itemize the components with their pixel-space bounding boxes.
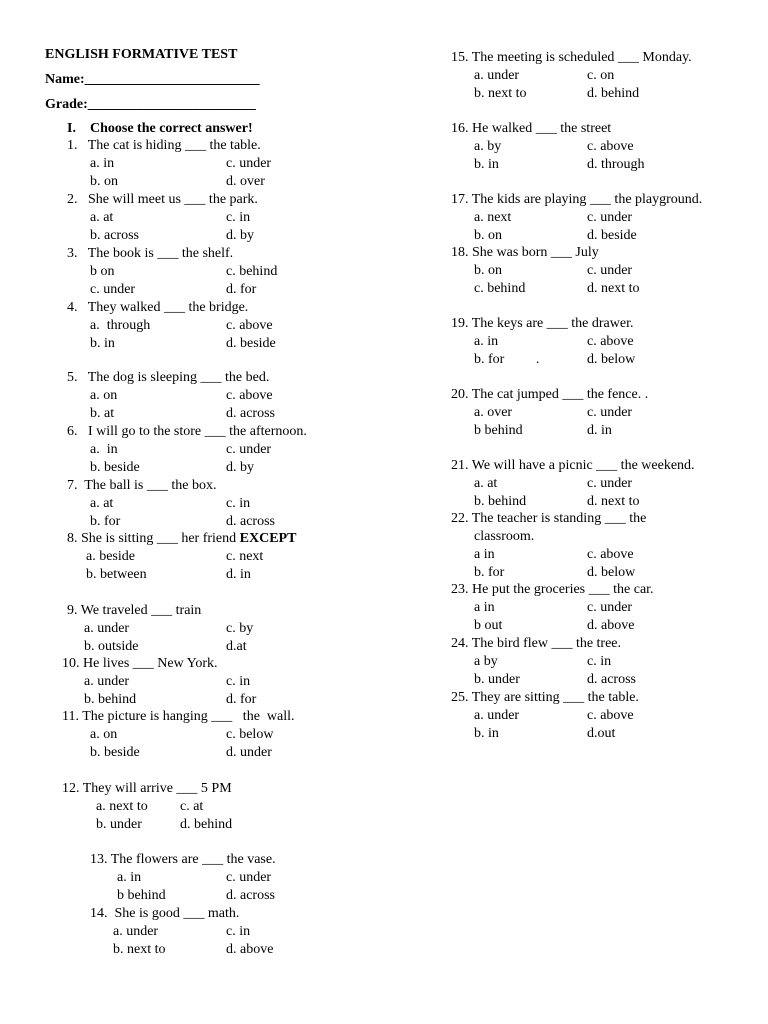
question-stem: 21. We will have a picnic ___ the weekend.: [451, 458, 695, 473]
question-emphasis: EXCEPT: [239, 531, 297, 546]
option-c: c. above: [587, 139, 634, 154]
option-a: b on: [90, 264, 115, 279]
option-d: d. across: [226, 406, 275, 421]
option-a: a. under: [474, 708, 520, 723]
option-b: b. across: [90, 228, 139, 243]
option-d: d. above: [587, 618, 635, 633]
question-stem: 25. They are sitting ___ the table.: [451, 690, 639, 705]
option-b: b. beside: [90, 460, 140, 475]
option-a: a. next to: [96, 799, 148, 814]
option-d: d. above: [226, 942, 274, 957]
option-d: d. under: [226, 745, 272, 760]
option-d: d. across: [226, 888, 275, 903]
question-stem: 17. The kids are playing ___ the playground.: [451, 192, 703, 207]
option-c: c. under: [587, 263, 633, 278]
option-a: a in: [474, 600, 495, 615]
option-d: d. for: [226, 282, 257, 297]
section-numeral: I.: [67, 121, 76, 136]
option-b: b. in: [474, 726, 499, 741]
option-b: b behind: [474, 423, 523, 438]
option-a: a. on: [90, 727, 118, 742]
option-d: d. behind: [587, 86, 640, 101]
option-d: d. below: [587, 352, 636, 367]
question-stem: 10. He lives ___ New York.: [62, 656, 218, 671]
question-18-text: [451, 244, 599, 262]
option-a: a. at: [90, 210, 114, 225]
question-5-text: [67, 369, 269, 387]
question-11-text: [62, 708, 295, 726]
question-19-text: [451, 315, 633, 333]
question-7-text: [67, 477, 216, 495]
question-stem: 6. I will go to the store ___ the afternoon.: [67, 424, 307, 439]
option-c: c. below: [226, 727, 274, 742]
option-b: b. next to: [474, 86, 527, 101]
option-a: a. over: [474, 405, 513, 420]
option-a: a. in: [474, 334, 499, 349]
question-stem: 11. The picture is hanging ___ the wall.: [62, 709, 295, 724]
option-b: b. in: [90, 336, 115, 351]
option-d: d. over: [226, 174, 265, 189]
question-stem: 1. The cat is hiding ___ the table.: [67, 138, 261, 153]
option-c: c. in: [226, 210, 251, 225]
option-a: a by: [474, 654, 498, 669]
option-d: d. by: [226, 460, 254, 475]
option-c: c. above: [587, 547, 634, 562]
question-20-text: [451, 386, 648, 404]
question-25-text: [451, 689, 639, 707]
option-c: c. in: [226, 924, 251, 939]
option-b: b. for .: [474, 352, 540, 367]
option-a: a. under: [84, 621, 130, 636]
question-stem: 23. He put the groceries ___ the car.: [451, 582, 654, 597]
question-16-text: [451, 120, 611, 138]
option-a: a. at: [90, 496, 114, 511]
option-a: a. on: [90, 388, 118, 403]
question-17-text: [451, 191, 702, 209]
option-c: c. behind: [226, 264, 278, 279]
option-d: d. below: [587, 565, 636, 580]
option-d: d. across: [587, 672, 636, 687]
option-b: b out: [474, 618, 503, 633]
option-d: d. next to: [587, 494, 640, 509]
option-a: a. under: [474, 68, 520, 83]
option-d: d. next to: [587, 281, 640, 296]
option-b: b. for: [90, 514, 121, 529]
option-d: d. by: [226, 228, 254, 243]
question-24-text: [451, 635, 621, 653]
option-c: c. in: [226, 496, 251, 511]
question-15-text: [451, 49, 692, 67]
question-12-text: [62, 780, 232, 798]
question-9-text: [67, 602, 201, 620]
option-b: b behind: [117, 888, 166, 903]
option-a: a. under: [84, 674, 130, 689]
question-stem: 4. They walked ___ the bridge.: [67, 300, 249, 315]
option-b: b. under: [96, 817, 142, 832]
option-d: d.at: [226, 639, 247, 654]
question-3-text: [67, 245, 233, 263]
option-d: d. behind: [180, 817, 233, 832]
option-c: c. under: [587, 600, 633, 615]
option-a: a in: [474, 547, 495, 562]
test-title: ENGLISH FORMATIVE TEST: [45, 47, 238, 62]
question-13-text: [90, 851, 276, 869]
option-b: b. next to: [113, 942, 166, 957]
option-a: a. under: [113, 924, 159, 939]
option-a: a. by: [474, 139, 502, 154]
option-c: c. on: [587, 68, 615, 83]
question-2-text: [67, 191, 258, 209]
option-c: c. under: [226, 442, 272, 457]
question-stem: 9. We traveled ___ train: [67, 603, 202, 618]
option-c: c. above: [226, 318, 273, 333]
option-b: b. behind: [474, 494, 527, 509]
question-8-text: [67, 530, 296, 548]
question-stem: 22. The teacher is standing ___ the: [451, 511, 647, 526]
option-d: d. in: [226, 567, 251, 582]
option-c: c. above: [226, 388, 273, 403]
option-a: a. in: [90, 442, 118, 457]
question-stem: 16. He walked ___ the street: [451, 121, 612, 136]
question-10-text: [62, 655, 218, 673]
option-b: b. in: [474, 157, 499, 172]
option-b: b. outside: [84, 639, 139, 654]
question-stem: 3. The book is ___ the shelf.: [67, 246, 234, 261]
option-d: d. in: [587, 423, 612, 438]
option-b: b. beside: [90, 745, 140, 760]
section-instruction: Choose the correct answer!: [90, 121, 253, 136]
question-stem: 5. The dog is sleeping ___ the bed.: [67, 370, 270, 385]
question-1-text: [67, 137, 261, 155]
option-b: c. under: [90, 282, 136, 297]
question-stem: 7. The ball is ___ the box.: [67, 478, 217, 493]
option-c: c. above: [587, 708, 634, 723]
option-a: a. beside: [86, 549, 135, 564]
option-c: c. under: [587, 476, 633, 491]
option-c: c. by: [226, 621, 254, 636]
option-a: a. in: [90, 156, 115, 171]
question-21-text: [451, 457, 695, 475]
option-d: d. across: [226, 514, 275, 529]
question-23-text: [451, 581, 654, 599]
question-stem: 15. The meeting is scheduled ___ Monday.: [451, 50, 692, 65]
question-stem: 13. The flowers are ___ the vase.: [90, 852, 276, 867]
option-d: d.out: [587, 726, 616, 741]
question-4-text: [67, 299, 248, 317]
question-22-text: [451, 510, 646, 528]
option-d: d. for: [226, 692, 257, 707]
question-stem: 18. She was born ___ July: [451, 245, 599, 260]
question-stem: 20. The cat jumped ___ the fence. .: [451, 387, 649, 402]
option-a: a. at: [474, 476, 498, 491]
option-c: c. in: [226, 674, 251, 689]
option-b: c. behind: [474, 281, 526, 296]
option-c: c. under: [587, 210, 633, 225]
question-14-text: [90, 905, 239, 923]
grade-field-label: Grade:________________________: [45, 97, 256, 112]
option-b: b. under: [474, 672, 520, 687]
option-c: c. under: [226, 156, 272, 171]
question-stem: 19. The keys are ___ the drawer.: [451, 316, 634, 331]
option-d: d. through: [587, 157, 645, 172]
option-c: c. under: [587, 405, 633, 420]
option-c: c. under: [226, 870, 272, 885]
option-d: d. beside: [226, 336, 276, 351]
option-c: c. at: [180, 799, 204, 814]
option-b: b. on: [90, 174, 118, 189]
option-d: d. beside: [587, 228, 637, 243]
option-a: b. on: [474, 263, 502, 278]
question-stem: 14. She is good ___ math.: [90, 906, 240, 921]
question-stem: 8. She is sitting ___ her friend: [67, 531, 240, 546]
question-stem: 24. The bird flew ___ the tree.: [451, 636, 622, 651]
option-b: b. on: [474, 228, 502, 243]
option-a: a. through: [90, 318, 151, 333]
option-a: a. next: [474, 210, 512, 225]
question-6-text: [67, 423, 307, 441]
option-c: c. next: [226, 549, 264, 564]
question-22-text-cont: classroom.: [474, 529, 535, 544]
option-c: c. above: [587, 334, 634, 349]
option-b: b. for: [474, 565, 505, 580]
option-b: b. between: [86, 567, 147, 582]
question-stem: 12. They will arrive ___ 5 PM: [62, 781, 232, 796]
question-stem: 2. She will meet us ___ the park.: [67, 192, 258, 207]
option-c: c. in: [587, 654, 612, 669]
option-a: a. in: [117, 870, 142, 885]
option-b: b. behind: [84, 692, 137, 707]
option-b: b. at: [90, 406, 115, 421]
name-field-label: Name:_________________________: [45, 72, 260, 87]
